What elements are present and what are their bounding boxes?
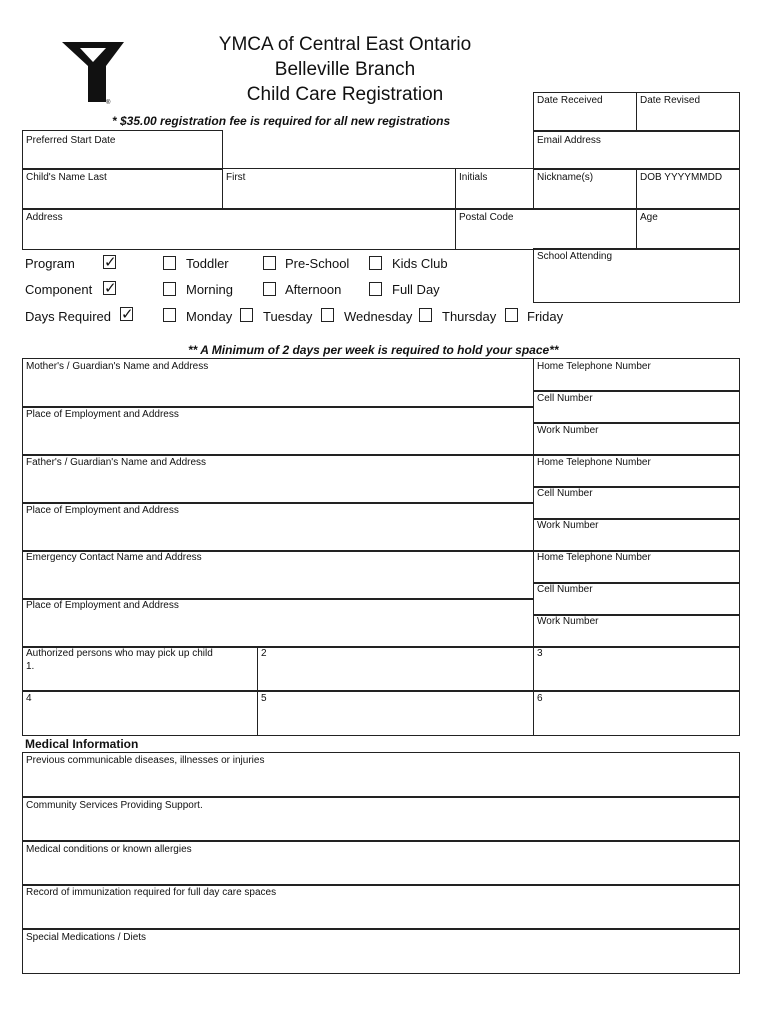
email-address-label: Email Address [537,135,601,146]
authorized-number-6: 6 [537,693,543,704]
toddler-option-label: Toddler [186,256,229,271]
form-title-org: YMCA of Central East Ontario [218,34,472,55]
child-last-name-label: Child's Name Last [26,172,107,183]
nicknames-label: Nickname(s) [537,172,594,183]
father-employment-label: Place of Employment and Address [26,505,179,516]
form-title-main: Child Care Registration [246,84,444,105]
check-mark-icon: ✓ [104,253,117,271]
address-label: Address [26,212,63,223]
medical-information-heading: Medical Information [25,737,139,751]
authorized-person-3-field[interactable] [533,646,740,692]
ymca-logo [60,40,130,106]
kids-club-option-label: Kids Club [392,256,448,271]
mother-work-label: Work Number [537,425,599,436]
check-mark-icon: ✓ [121,305,134,323]
full-day-checkbox[interactable] [369,282,382,296]
mother-cell-label: Cell Number [537,393,593,404]
mother-home-phone-label: Home Telephone Number [537,361,651,372]
authorized-number-3: 3 [537,648,543,659]
date-received-label: Date Received [537,95,603,106]
postal-code-label: Postal Code [459,212,514,223]
authorized-person-2-field[interactable] [257,646,534,692]
address-field[interactable] [22,208,456,250]
emergency-cell-label: Cell Number [537,584,593,595]
medical-conditions-label: Medical conditions or known allergies [26,844,192,855]
thursday-option-label: Thursday [442,309,497,324]
child-first-name-label: First [226,172,246,183]
father-work-label: Work Number [537,520,599,531]
kids-club-checkbox[interactable] [369,256,382,270]
afternoon-option-label: Afternoon [285,282,342,297]
component-label: Component [25,282,93,297]
afternoon-checkbox[interactable] [263,282,276,296]
tuesday-checkbox[interactable] [240,308,253,322]
pre-school-checkbox[interactable] [263,256,276,270]
mother-employment-label: Place of Employment and Address [26,409,179,420]
full-day-option-label: Full Day [392,282,440,297]
father-home-phone-label: Home Telephone Number [537,457,651,468]
school-attending-label: School Attending [537,251,613,262]
immunization-record-label: Record of immunization required for full day care spaces [26,887,277,898]
minimum-days-note: ** A Minimum of 2 days per week is required to hold your space** [188,343,559,357]
authorized-person-4-field[interactable] [22,690,258,736]
age-label: Age [640,212,658,223]
emergency-work-label: Work Number [537,616,599,627]
monday-checkbox[interactable] [163,308,176,322]
date-revised-label: Date Revised [640,95,701,106]
wednesday-checkbox[interactable] [321,308,334,322]
authorized-number-4: 4 [26,693,32,704]
toddler-checkbox[interactable] [163,256,176,270]
svg-text:®: ® [106,100,111,106]
emergency-employment-label: Place of Employment and Address [26,600,179,611]
authorized-number-2: 2 [261,648,267,659]
community-services-label: Community Services Providing Support. [26,800,203,811]
medical-diseases-label: Previous communicable diseases, illnesses or injuries [26,755,265,766]
preferred-start-date-label: Preferred Start Date [26,135,116,146]
friday-option-label: Friday [527,309,564,324]
check-mark-icon: ✓ [104,279,117,297]
days-required-label: Days Required [25,309,111,324]
monday-option-label: Monday [186,309,233,324]
thursday-checkbox[interactable] [419,308,432,322]
child-first-name-field[interactable] [222,168,456,210]
emergency-home-phone-label: Home Telephone Number [537,552,651,563]
friday-checkbox[interactable] [505,308,518,322]
father-name-label: Father's / Guardian's Name and Address [26,457,207,468]
mother-name-label: Mother's / Guardian's Name and Address [26,361,209,372]
father-cell-label: Cell Number [537,488,593,499]
emergency-name-label: Emergency Contact Name and Address [26,552,202,563]
authorized-persons-label: Authorized persons who may pick up child [26,648,213,659]
program-label: Program [25,256,75,271]
authorized-number-1: 1. [26,661,35,672]
tuesday-option-label: Tuesday [263,309,313,324]
special-medications-label: Special Medications / Diets [26,932,147,943]
morning-option-label: Morning [186,282,233,297]
form-title-branch: Belleville Branch [274,59,416,80]
authorized-person-6-field[interactable] [533,690,740,736]
pre-school-option-label: Pre-School [285,256,350,271]
dob-label: DOB YYYYMMDD [640,172,723,183]
wednesday-option-label: Wednesday [344,309,413,324]
registration-fee-note: * $35.00 registration fee is required for all new registrations [112,114,451,128]
authorized-person-5-field[interactable] [257,690,534,736]
initials-label: Initials [459,172,488,183]
authorized-number-5: 5 [261,693,267,704]
morning-checkbox[interactable] [163,282,176,296]
